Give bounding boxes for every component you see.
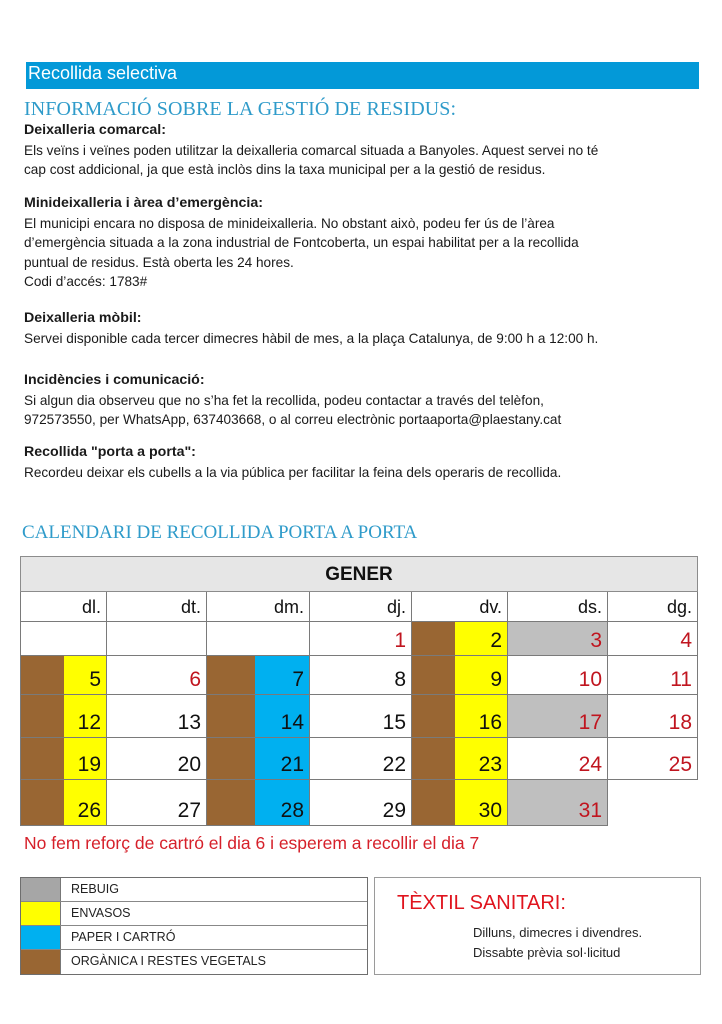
calendar-day <box>207 780 310 826</box>
calendar-day <box>412 656 508 695</box>
day-number: 27 <box>177 799 201 822</box>
day-number: 11 <box>670 668 692 691</box>
legend-label: ENVASOS <box>71 906 131 920</box>
day-number: 22 <box>382 753 406 776</box>
day-number: 16 <box>478 711 502 734</box>
day-number: 10 <box>578 668 602 691</box>
section-text: El municipi encara no disposa de minideixalleria. No obstant això, podeu fer ús de l’àrea <box>24 215 555 231</box>
section-text: Recordeu deixar els cubells a la via pública per facilitar la feina dels operaris de recollida. <box>24 464 562 480</box>
calendar-day <box>310 695 412 738</box>
calendar-day <box>608 695 698 738</box>
section-minideixalleria <box>24 194 704 292</box>
calendar-day <box>20 656 107 695</box>
section-title: Incidències i comunicació: <box>24 372 205 388</box>
calendar-day <box>310 738 412 780</box>
day-number: 5 <box>89 668 101 691</box>
calendar-heading: CALENDARI DE RECOLLIDA PORTA A PORTA <box>22 522 418 543</box>
section-text: Si algun dia observeu que no s’ha fet la recollida, podeu contactar a través del telèfon, <box>24 392 544 408</box>
day-number: 8 <box>394 668 406 691</box>
calendar-day <box>107 695 207 738</box>
waste-type-organica <box>412 780 455 825</box>
waste-type-organica <box>207 780 255 825</box>
day-number: 18 <box>668 711 692 734</box>
day-number: 23 <box>478 753 502 776</box>
legend-label: REBUIG <box>71 882 119 896</box>
day-number: 15 <box>382 711 406 734</box>
weekday-header: dg. <box>608 592 698 622</box>
day-number: 20 <box>177 753 201 776</box>
textile-line: Dilluns, dimecres i divendres. <box>473 925 643 940</box>
day-number: 31 <box>578 799 602 822</box>
legend-label: ORGÀNICA I RESTES VEGETALS <box>71 954 266 968</box>
day-number: 1 <box>394 629 406 652</box>
calendar-day <box>107 738 207 780</box>
legend-label: PAPER I CARTRÓ <box>71 930 176 944</box>
section-incidencies <box>24 371 704 430</box>
section-deixalleria-comarcal <box>24 121 704 180</box>
waste-type-organica <box>21 656 64 694</box>
waste-type-organica <box>21 695 64 737</box>
legend-swatch <box>21 926 61 949</box>
waste-type-organica <box>412 656 455 694</box>
waste-type-organica <box>412 695 455 737</box>
weekday-header: dt. <box>107 592 207 622</box>
calendar-day <box>608 622 698 656</box>
day-number: 9 <box>490 668 502 691</box>
calendar-day <box>20 695 107 738</box>
calendar-day <box>412 780 508 826</box>
day-number: 3 <box>590 629 602 652</box>
section-text: d’emergència situada a la zona industrial de Fontcoberta, un espai habilitat per a la recollida <box>24 235 579 250</box>
calendar-day <box>310 622 412 656</box>
calendar-day <box>608 656 698 695</box>
weekday-header: ds. <box>508 592 608 622</box>
textile-sanitari-box <box>374 877 701 975</box>
legend-item-envasos <box>21 902 367 926</box>
calendar-day <box>107 656 207 695</box>
banner-title: Recollida selectiva <box>28 63 178 83</box>
calendar-empty-cell <box>207 622 310 656</box>
section-title: Recollida "porta a porta": <box>24 444 196 460</box>
day-number: 7 <box>292 668 304 691</box>
calendar-day <box>20 780 107 826</box>
calendar-month: GENER <box>20 556 698 592</box>
calendar-day <box>508 738 608 780</box>
section-text: 972573550, per WhatsApp, 637403668, o al correu electrònic portaaporta@plaestany.cat <box>24 412 562 427</box>
section-title: Minideixalleria i àrea d’emergència: <box>24 195 263 211</box>
calendar-empty-cell <box>107 622 207 656</box>
calendar-day <box>608 738 698 780</box>
calendar-day <box>508 780 608 826</box>
calendar-day <box>207 695 310 738</box>
calendar-day <box>207 738 310 780</box>
day-number: 28 <box>280 799 304 822</box>
section-text: Els veïns i veïnes poden utilitzar la deixalleria comarcal situada a Banyoles. Aquest servei no té <box>24 142 599 158</box>
textile-line: Dissabte prèvia sol·licitud <box>473 945 621 960</box>
legend-swatch <box>21 878 61 901</box>
calendar-day <box>207 656 310 695</box>
legend-item-organica <box>21 950 367 974</box>
waste-type-organica <box>207 695 255 737</box>
day-number: 25 <box>668 753 692 776</box>
info-heading: INFORMACIÓ SOBRE LA GESTIÓ DE RESIDUS: <box>24 98 457 120</box>
waste-type-organica <box>207 738 255 779</box>
legend-swatch <box>21 950 61 974</box>
calendar-day <box>508 695 608 738</box>
weekday-header: dm. <box>207 592 310 622</box>
calendar-note: No fem reforç de cartró el dia 6 i esperem a recollir el dia 7 <box>24 833 480 853</box>
waste-type-organica <box>207 656 255 694</box>
weekday-header: dv. <box>412 592 508 622</box>
day-number: 21 <box>280 753 304 776</box>
section-text: cap cost addicional, ja que està inclòs dins la taxa municipal per a la gestió de residus. <box>24 162 546 177</box>
section-text: Servei disponible cada tercer dimecres hàbil de mes, a la plaça Catalunya, de 9:00 h a 12:00 h. <box>24 330 599 346</box>
section-title: Deixalleria mòbil: <box>24 310 142 326</box>
section-deixalleria-mobil <box>24 309 704 348</box>
section-porta-a-porta <box>24 443 704 482</box>
waste-type-organica <box>412 622 455 655</box>
waste-type-organica <box>21 780 64 825</box>
textile-title: TÈXTIL SANITARI: <box>397 892 566 914</box>
legend-item-rebuig <box>21 878 367 902</box>
calendar-day <box>412 738 508 780</box>
calendar-day <box>107 780 207 826</box>
calendar-day <box>310 780 412 826</box>
color-legend <box>20 877 368 975</box>
section-title: Deixalleria comarcal: <box>24 122 166 138</box>
calendar-day <box>508 656 608 695</box>
collection-calendar <box>20 556 699 826</box>
day-number: 17 <box>578 711 602 734</box>
day-number: 29 <box>382 799 406 822</box>
page-banner <box>26 62 699 89</box>
day-number: 24 <box>578 753 602 776</box>
waste-type-organica <box>412 738 455 779</box>
day-number: 19 <box>77 753 101 776</box>
weekday-header: dj. <box>310 592 412 622</box>
calendar-day <box>412 622 508 656</box>
calendar-day <box>20 738 107 780</box>
day-number: 26 <box>77 799 101 822</box>
section-text: puntual de residus. Està oberta les 24 hores. <box>24 254 294 270</box>
calendar-empty-cell <box>20 622 107 656</box>
day-number: 6 <box>189 668 201 691</box>
calendar-day <box>508 622 608 656</box>
section-text: Codi d’accés: 1783# <box>24 274 148 289</box>
weekday-header: dl. <box>20 592 107 622</box>
day-number: 2 <box>490 629 502 652</box>
legend-item-paper <box>21 926 367 950</box>
day-number: 4 <box>680 629 692 652</box>
day-number: 12 <box>77 711 101 734</box>
waste-type-organica <box>21 738 64 779</box>
day-number: 13 <box>177 711 201 734</box>
day-number: 14 <box>280 711 304 734</box>
legend-swatch <box>21 902 61 925</box>
day-number: 30 <box>478 799 502 822</box>
calendar-day <box>412 695 508 738</box>
calendar-day <box>310 656 412 695</box>
